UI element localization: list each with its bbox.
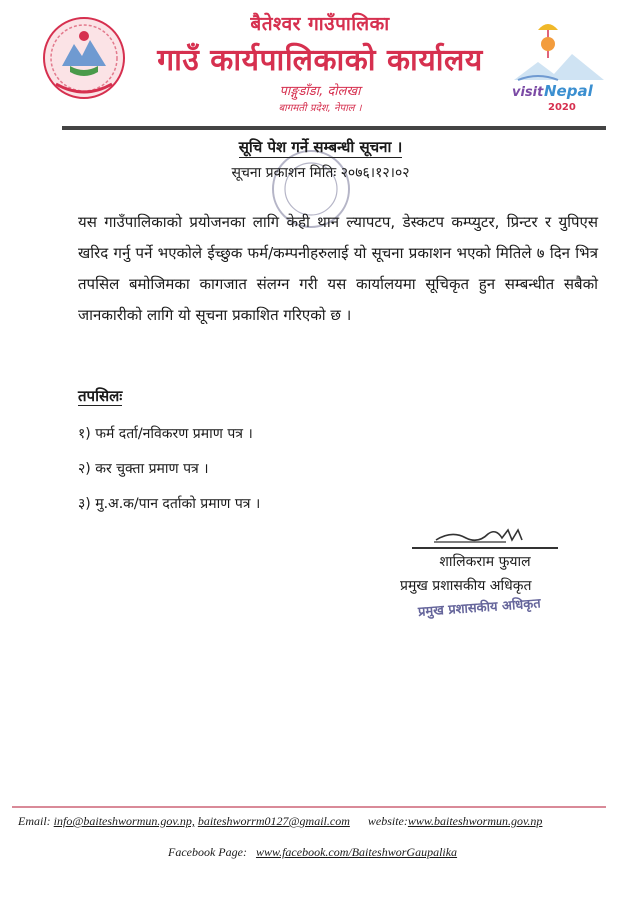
office-name: गाउँ कार्यपालिकाको कार्यालय [157, 43, 483, 78]
list-item: २) कर चुक्ता प्रमाण पत्र । [78, 461, 209, 477]
org-name: बैतेश्वर गाउँपालिका [250, 13, 390, 35]
visit-nepal-logo-icon [508, 14, 618, 114]
svg-text:visit: visit [512, 85, 544, 100]
facebook-link[interactable]: www.facebook.com/BaiteshworGaupalika [255, 845, 458, 859]
signer-title: प्रमुख प्रशासकीय अधिकृत [400, 578, 532, 594]
email-label: Email: [18, 814, 51, 828]
website-label: website: [367, 814, 408, 828]
footer-contact [18, 814, 542, 829]
list-item: ३) मु.अ.क/पान दर्ताको प्रमाण पत्र । [78, 496, 261, 512]
footer-divider [12, 806, 606, 808]
notice-body: यस गाउँपालिकाको प्रयोजनका लागि केही थान ल्यापटप, डेस्कटप कम्प्युटर, प्रिन्टर र युपिएस खरिद गर्नु पर्ने भएकोले ईच्छुक फर्म/कम्पनीहरुलाई यो सूचना प्रकाशन भएको मितिले ७ दिन भित्र तपसिल बमोजिमका कागजात संलग्न गरी यस कार्यालयमा सूचिकृत हुन सम्बन्धीत सबैको जानकारीको लागि यो सूचना प्रकाशित गरिएको छ । [78, 213, 598, 324]
svg-text:2020: 2020 [548, 102, 576, 113]
list-item: १) फर्म दर्ता/नविकरण प्रमाण पत्र । [78, 426, 253, 442]
office-province: बागमती प्रदेश, नेपाल । [278, 103, 362, 114]
email-link-info[interactable]: info@baiteshwormun.gov.np, [53, 814, 195, 828]
website-link[interactable]: www.baiteshwormun.gov.np [407, 814, 543, 828]
signature-line [412, 547, 558, 549]
signer-name: शालिकराम फुयाल [439, 554, 531, 570]
designation-stamp: प्रमुख प्रशासकीय अधिकृत [417, 596, 542, 620]
notice-title [0, 137, 641, 157]
nepal-emblem-icon [40, 14, 128, 104]
office-location: पाङ्गुडाँडा, दोलखा [279, 84, 361, 99]
details-heading-text: तपसिलः [78, 387, 123, 405]
footer-facebook [168, 845, 457, 860]
handwritten-signature-icon [432, 522, 532, 548]
email-link-gmail[interactable]: baiteshworrm0127@gmail.com [197, 814, 350, 828]
details-heading [78, 386, 122, 406]
facebook-label: Facebook Page: [168, 845, 247, 859]
notice-title-text: सूचि पेश गर्ने सम्बन्धी सूचना । [238, 138, 403, 156]
svg-text:Nepal: Nepal [544, 82, 593, 100]
header-divider [62, 126, 606, 130]
notice-date: सूचना प्रकाशन मितिः २०७६।१२।०२ [231, 165, 410, 181]
